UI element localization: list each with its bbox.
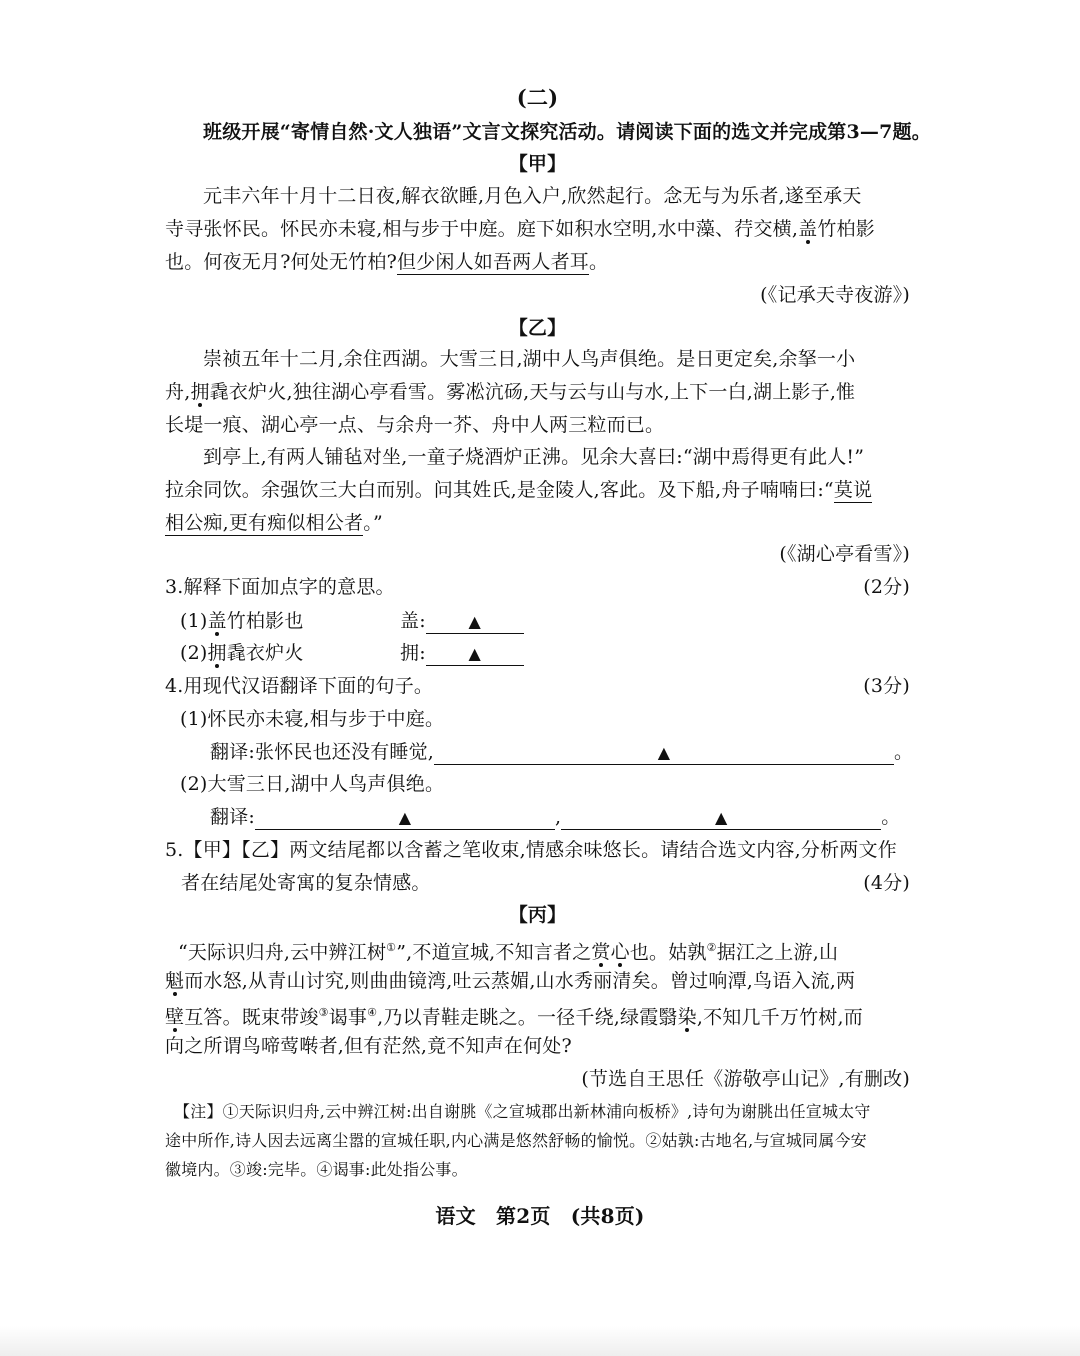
triangle-marker: ▲ [715,808,728,827]
footnote-line: 徽境内。③竣:完毕。④谒事:此处指公事。 [165,1160,468,1179]
text-segment: ,乃以青鞋走眺之。一径千绕,绿霞翳 [377,1006,678,1029]
comma: , [555,806,562,828]
text-segment: 。 [589,251,609,273]
underlined-sentence: 相公痴,更有痴似相公者 [165,512,364,534]
target-char: 盖: [400,610,426,632]
answer-blank[interactable] [255,805,555,830]
sentence-end: 。 [894,741,914,763]
footnote-ref: ④ [367,1006,378,1019]
item-text: 竹柏影也 [226,610,304,632]
translation-prefix: 翻译:张怀民也还没有睡觉, [210,741,435,763]
passage-jia-line: 元丰六年十月十二日夜,解衣欲睡,月色入户,欣然起行。念无与为乐者,遂至承天 [203,185,862,207]
item-text: 毳衣炉火 [226,642,304,664]
passage-bing-line [165,997,910,1033]
dotted-char: 壁 [165,1006,185,1029]
question-score: (2分) [863,576,910,598]
dotted-char: 盖 [207,610,227,632]
underlined-sentence: 但少闲人如吾两人者耳 [396,251,589,273]
footnote-ref: ② [706,941,717,954]
text-segment: 据江之上游,山 [716,941,839,964]
triangle-marker: ▲ [657,743,671,762]
question-4 [165,670,910,702]
passage-jia-line [165,213,910,245]
footnote-ref: ③ [318,1006,329,1019]
passage-yi-line [165,507,910,539]
passage-yi-line [165,376,910,408]
question-stem: 4.用现代汉语翻译下面的句子。 [165,675,434,697]
question-3-item-1 [180,605,880,637]
translation-prefix: 翻译: [210,806,256,828]
answer-blank[interactable] [434,740,894,765]
answer-blank[interactable] [561,805,881,830]
answer-blank[interactable] [426,641,524,666]
target-char: 拥: [400,642,426,664]
section-intro: 班级开展“寄情自然·文人独语”文言文探究活动。请阅读下面的选文并完成第3—7题。 [203,121,931,143]
dotted-char: 赏 [591,941,611,964]
item-number: (2) [180,642,208,664]
passage-yi-line: 长堤一痕、湖心亭一点、与余舟一芥、舟中人两三粒而已。 [165,414,665,436]
question-4-translation-2 [210,801,910,833]
passage-yi-line [165,474,910,506]
text-segment: 拉余同饮。余强饮三大白而别。问其姓氏,是金陵人,客此。及下船,舟子喃喃曰:“ [165,479,834,501]
sentence-end: 。 [881,806,901,828]
question-score: (3分) [863,675,910,697]
triangle-marker: ▲ [468,644,482,663]
passage-jia-line [165,246,910,278]
dotted-char: 染 [677,1006,697,1029]
passage-yi-source: (《湖心亭看雪》) [779,543,910,565]
question-stem: 者在结尾处寄寓的复杂情感。 [181,872,431,894]
text-segment: 。” [363,512,383,534]
answer-blank[interactable] [426,609,524,634]
footnote-line: 途中所作,诗人因去远离尘嚣的宣城任职,内心满是悠然舒畅的愉悦。②姑孰:古地名,与宣城同属今安 [165,1131,867,1150]
triangle-marker: ▲ [468,612,482,631]
dotted-char: 拥 [207,642,227,664]
footnote-line: 【注】①天际识归舟,云中辨江树:出自谢朓《之宣城郡出新林浦向板桥》,诗句为谢朓出任宣城太守 [174,1102,871,1121]
answer-prompt [400,605,524,637]
question-4-translation-1 [210,736,914,768]
text-segment: 竹柏影 [817,218,875,240]
question-5-line-2 [181,867,910,899]
passage-yi-line: 崇祯五年十二月,余住西湖。大雪三日,湖中人鸟声俱绝。是日更定矣,余拏一小 [203,348,856,370]
passage-bing-line [178,932,910,968]
scan-edge-shadow [0,1326,1080,1356]
passage-bing-line: 向之所谓鸟啼莺啭者,但有茫然,竟不知声在何处? [165,1035,572,1057]
underlined-sentence: 莫说 [833,479,873,501]
question-score: (4分) [863,872,910,894]
page-footer: 语文 第2页 (共8页) [435,1204,645,1228]
section-title: (二) [516,85,559,110]
passage-jia-source: (《记承天寺夜游》) [760,284,910,306]
passage-jia-label: 【甲】 [508,153,567,175]
text-segment: 而水怒,从青山讨究,则曲曲镜湾,吐云蒸媚,山水秀丽清矣。曾过响潭,鸟语入流,两 [184,970,856,992]
triangle-marker: ▲ [398,808,412,827]
dotted-char: 心 [610,941,630,964]
text-segment: 也。姑孰 [629,941,707,964]
text-segment: “天际识归舟,云中辨江树 [178,941,387,964]
passage-bing-line [165,965,910,997]
passage-bing-source: (节选自王思任《游敬亭山记》,有删改) [581,1068,910,1090]
question-3 [165,571,910,603]
passage-yi-label: 【乙】 [508,317,567,339]
question-stem: 3.解释下面加点字的意思。 [165,576,395,598]
dotted-char: 盖 [798,218,818,240]
text-segment: 寺寻张怀民。怀民亦未寝,相与步于中庭。庭下如积水空明,水中藻、荇交横, [165,218,799,240]
question-3-item-2 [180,637,880,669]
text-segment: 也。何夜无月?何处无竹柏? [165,251,397,273]
question-5-line-1: 5.【甲】【乙】两文结尾都以含蓄之笔收束,情感余味悠长。请结合选文内容,分析两文作 [165,839,897,861]
text-segment: 毳衣炉火,独往湖心亭看雪。雾凇沆砀,天与云与山与水,上下一白,湖上影子,惟 [209,381,856,403]
text-segment: 舟, [165,381,191,403]
passage-yi-line: 到亭上,有两人铺毡对坐,一童子烧酒炉正沸。见余大喜曰:“湖中焉得更有此人!” [203,446,865,468]
question-4-item-1: (1)怀民亦未寝,相与步于中庭。 [180,708,445,730]
footnote-ref: ① [386,941,397,954]
dotted-char: 魁 [165,970,185,992]
question-4-item-2: (2)大雪三日,湖中人鸟声俱绝。 [180,773,445,795]
text-segment: ”,不道宣城,不知言者之 [396,941,592,964]
passage-bing-label: 【丙】 [508,904,567,926]
text-segment: ,不知几千万竹树,而 [696,1006,863,1029]
text-segment: 谒事 [328,1006,368,1029]
text-segment: 互答。既束带竣 [184,1006,319,1029]
answer-prompt [400,637,524,669]
item-number: (1) [180,610,208,632]
dotted-char: 拥 [190,381,210,403]
